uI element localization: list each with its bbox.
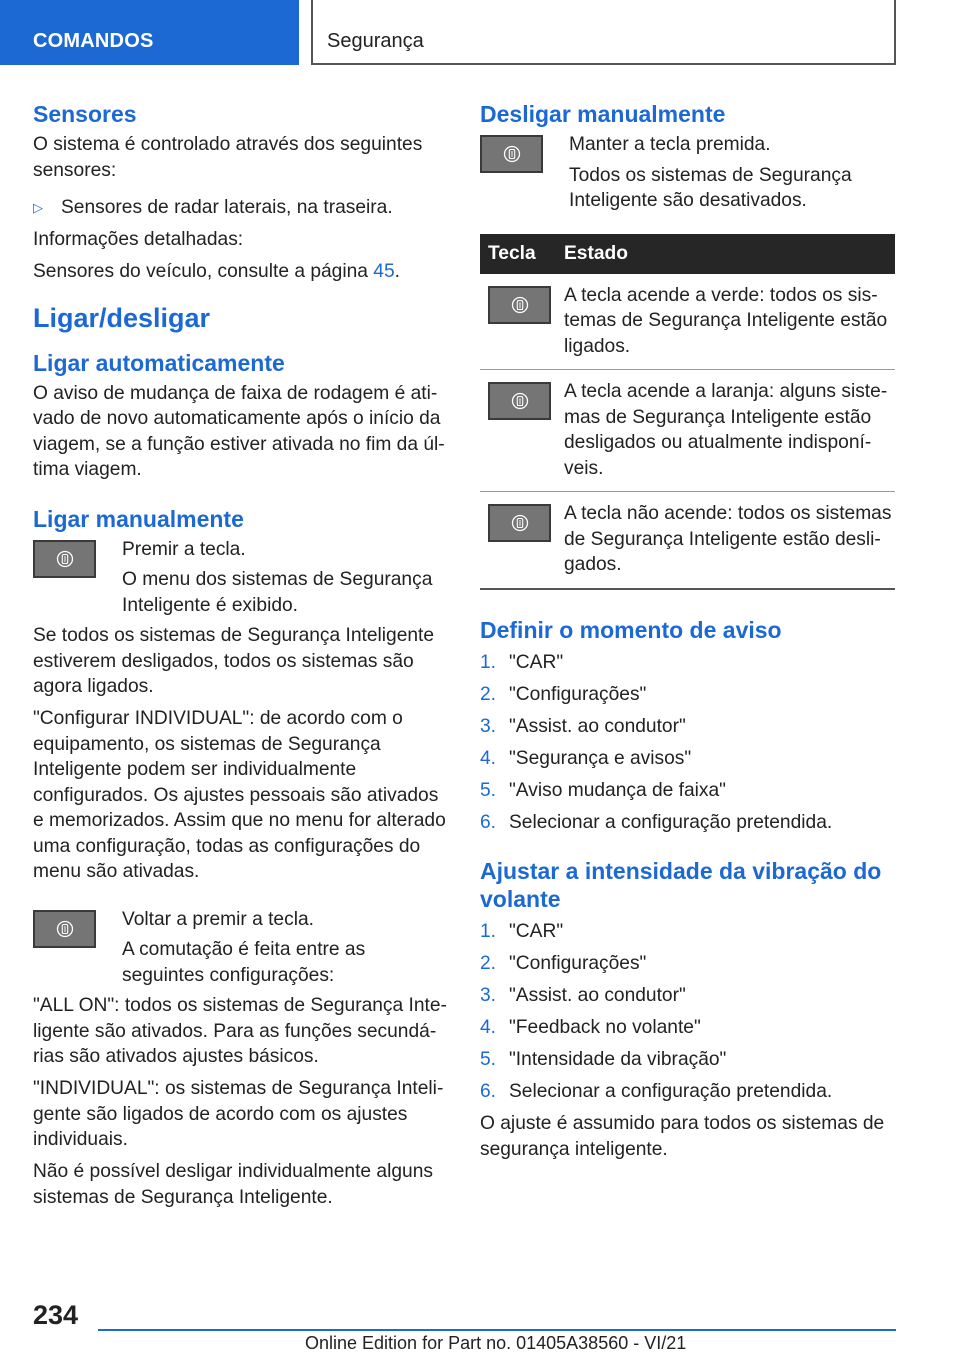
paragraph-info-heading: Informações detalhadas: <box>33 229 244 250</box>
step-number: 3. <box>480 715 497 737</box>
page-link[interactable]: 45 <box>373 261 395 282</box>
step-text: "Aviso mudança de faixa" <box>509 779 726 801</box>
chapter-title: Segurança <box>327 30 424 52</box>
driver-assist-button-icon <box>488 382 551 420</box>
table-cell-estado: A tecla acende a verde: todos os sistemas de Segurança Inteligente estão ligados. <box>564 274 895 370</box>
step-number: 5. <box>480 779 497 801</box>
step-text: "Feedback no volante" <box>509 1017 701 1038</box>
driver-assist-button-icon <box>33 540 96 578</box>
bullet-text: Sensores de radar laterais, na traseira. <box>61 197 393 218</box>
key-step-1: Premir a tecla. <box>122 538 246 560</box>
list-item <box>480 1015 895 1041</box>
table-row <box>480 370 895 492</box>
paragraph-all-on: "ALL ON": todos os sistemas de Segurança Inteligente são ativados. Para as funções secundárias são ativados ajustes básicos. <box>33 995 447 1067</box>
page-number: 234 <box>33 1300 79 1330</box>
paragraph-ligar-manual-2: "Configurar INDIVIDUAL": de acordo com o equipamento, os sistemas de Segurança Inteligente podem ser individualmente configurados. Os ajustes pessoais são ativados e memorizados. Assim que no menu for alterado uma configuração, todas as configurações do menu são ativadas. <box>33 708 446 882</box>
driver-assist-button-icon <box>480 135 543 173</box>
step-text: "CAR" <box>509 651 564 673</box>
step-number: 3. <box>480 985 497 1006</box>
key-instruction <box>33 537 448 619</box>
table-row <box>480 492 895 589</box>
info-text-end: . <box>394 261 400 282</box>
table-cell-estado: A tecla acende a laranja: alguns sistemas de Segurança Inteligente estão desligados ou atualmente indisponíveis. <box>564 370 895 492</box>
step-text: "Configurações" <box>509 683 647 705</box>
heading-ligar-auto: Ligar automaticamente <box>33 349 285 376</box>
list-item <box>480 650 895 676</box>
step-number: 6. <box>480 1081 497 1102</box>
driver-assist-button-icon <box>488 504 551 542</box>
step-text: "Assist. ao condutor" <box>509 715 686 737</box>
heading-definir: Definir o momento de aviso <box>480 616 782 643</box>
step-number: 2. <box>480 953 497 974</box>
list-item <box>480 1079 895 1105</box>
list-item <box>480 682 895 708</box>
key-step-2: Todos os sistemas de Segurança Inteligente são desativados. <box>569 164 852 211</box>
paragraph-info <box>33 259 448 285</box>
steps-definir <box>480 650 895 836</box>
bullet-item <box>33 195 448 221</box>
footer-divider <box>98 1329 896 1331</box>
heading-ligar-desligar: Ligar/desligar <box>33 302 211 333</box>
list-item <box>480 983 895 1009</box>
table-cell-key <box>480 492 564 589</box>
step-number: 4. <box>480 1017 497 1038</box>
paragraph-nao: Não é possível desligar individualmente alguns sistemas de Segurança Inteligente. <box>33 1161 433 1208</box>
table-header-estado: Estado <box>564 234 895 274</box>
key-step-1: Manter a tecla premida. <box>569 134 771 155</box>
driver-assist-button-icon <box>33 910 96 948</box>
step-number: 5. <box>480 1049 497 1070</box>
step-number: 1. <box>480 651 497 673</box>
key-instruction <box>480 132 895 214</box>
table-row <box>480 274 895 370</box>
key-instruction <box>33 907 448 989</box>
list-item <box>480 746 895 772</box>
key-step-2: A comutação é feita entre as seguintes configurações: <box>122 939 366 986</box>
key-step-1: Voltar a premir a tecla. <box>122 908 314 930</box>
paragraph-ligar-manual-1: Se todos os sistemas de Segurança Inteligente estiverem desligados, todos os sistemas são agora ligados. <box>33 625 435 697</box>
list-item <box>480 778 895 804</box>
info-text: Sensores do veículo, consulte a página <box>33 261 374 282</box>
left-column <box>33 100 448 1217</box>
paragraph-ajuste: O ajuste é assumido para todos os sistemas de segurança inteligente. <box>480 1113 885 1160</box>
footer-edition: Online Edition for Part no. 01405A38560 - VI/21 <box>305 1333 687 1353</box>
table-cell-key <box>480 370 564 492</box>
step-number: 4. <box>480 747 497 769</box>
right-column <box>480 100 895 1169</box>
step-text: "Segurança e avisos" <box>509 747 692 769</box>
paragraph-sensores: O sistema é controlado através dos seguintes sensores: <box>33 134 423 181</box>
list-item <box>480 714 895 740</box>
step-text: "CAR" <box>509 921 564 942</box>
chapter-header <box>311 0 896 65</box>
heading-sensores: Sensores <box>33 101 137 127</box>
driver-assist-button-icon <box>488 286 551 324</box>
paragraph-individual: "INDIVIDUAL": os sistemas de Segurança Inteligente são ligados de acordo com os ajustes individuais. <box>33 1078 444 1150</box>
list-item <box>480 951 895 977</box>
table-cell-estado: A tecla não acende: todos os sistemas de Segurança Inteligente estão desligados. <box>564 492 895 589</box>
list-item <box>480 810 895 836</box>
key-step-2: O menu dos sistemas de Segurança Inteligente é exibido. <box>122 569 433 616</box>
step-text: "Intensidade da vibração" <box>509 1049 727 1070</box>
paragraph-ligar-auto: O aviso de mudança de faixa de rodagem é ativado de novo automaticamente após o início da viagem, se a função estiver ativada no fim da última viagem. <box>33 382 445 480</box>
list-item <box>480 1047 895 1073</box>
section-tab <box>0 0 299 65</box>
heading-ligar-manual: Ligar manualmente <box>33 505 244 532</box>
step-text: "Configurações" <box>509 953 647 974</box>
step-text: Selecionar a configuração pretendida. <box>509 811 833 833</box>
step-text: Selecionar a configuração pretendida. <box>509 1081 833 1102</box>
table-cell-key <box>480 274 564 370</box>
heading-desligar-manual: Desligar manualmente <box>480 101 726 127</box>
table-header-row <box>480 234 895 274</box>
list-item <box>480 919 895 945</box>
step-number: 1. <box>480 921 497 942</box>
section-tab-label: COMANDOS <box>33 30 154 52</box>
triangle-right-icon: ▷ <box>33 200 43 215</box>
step-number: 6. <box>480 811 497 833</box>
heading-ajustar: Ajustar a intensidade da vibração do volante <box>480 858 882 912</box>
steps-ajustar <box>480 919 895 1105</box>
step-number: 2. <box>480 683 497 705</box>
step-text: "Assist. ao condutor" <box>509 985 686 1006</box>
key-status-table <box>480 234 895 590</box>
table-header-tecla: Tecla <box>480 234 564 274</box>
